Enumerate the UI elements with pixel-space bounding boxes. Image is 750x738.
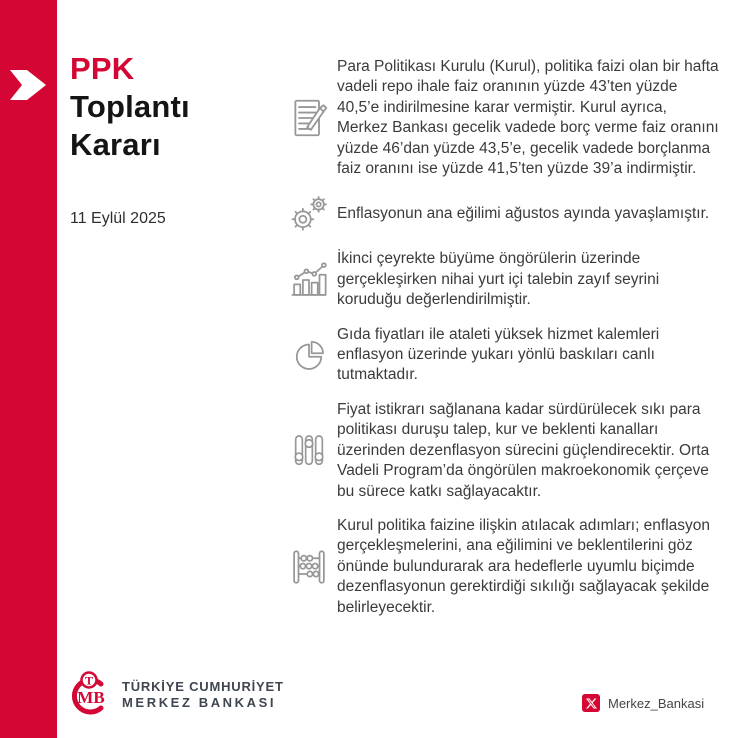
list-item bbox=[281, 516, 721, 618]
title-line3: Kararı bbox=[70, 127, 161, 162]
page-title bbox=[70, 50, 270, 164]
gears-icon bbox=[281, 193, 337, 235]
list-item bbox=[281, 57, 721, 179]
list-item bbox=[281, 400, 721, 502]
list-item bbox=[281, 325, 721, 386]
list-item-text: Kurul politika faizine ilişkin atılacak adımları; enflasyon gerçekleşmelerini, ana eğilimini ve beklentilerini göz önünde bulundurarak ara hedeflerle uyumlu biçimde dezenflasyonun gerektirdiği sıkılığı sağlayacak şekilde belirleyecektir. bbox=[337, 516, 711, 616]
document-pen-icon bbox=[281, 96, 337, 140]
social-handle[interactable]: Merkez_Bankasi bbox=[608, 695, 705, 711]
x-twitter-icon[interactable] bbox=[582, 694, 600, 712]
logo-wordmark bbox=[122, 679, 284, 711]
list-item bbox=[281, 249, 721, 310]
list-item-text: Enflasyonun ana eğilimi ağustos ayında yavaşlamıştır. bbox=[337, 205, 710, 223]
list-item bbox=[281, 193, 721, 235]
arrow-right-icon bbox=[10, 70, 46, 100]
tcmb-logo bbox=[65, 671, 284, 719]
tcmb-emblem-icon bbox=[65, 671, 113, 719]
title-line2: Toplantı bbox=[70, 89, 190, 124]
svg-text:T: T bbox=[84, 673, 94, 688]
abacus-icon bbox=[281, 546, 337, 588]
pie-chart-icon bbox=[281, 334, 337, 376]
logo-line1: TÜRKİYE CUMHURİYET bbox=[122, 679, 284, 694]
list-item-text: Para Politikası Kurulu (Kurul), politika faizi olan bir hafta vadeli repo ihale faiz oranının yüzde 43’ten yüzde 40,5’e indirilmesine karar vermiştir. Kurul ayrıca, Merkez Bankası gecelik vadede borç verme faiz oranını yüzde 46’dan yüzde 43,5’e, gecelik vadede borçlanma faiz oranını ise yüzde 41,5’ten yüzde 39’a indirmiştir. bbox=[337, 58, 719, 178]
list-item-text: Gıda fiyatları ile ataleti yüksek hizmet kalemleri enflasyon üzerinde yukarı yönlü baskıları canlı tutmaktadır. bbox=[337, 325, 660, 384]
list-item-text: Fiyat istikrarı sağlanana kadar sürdürülecek sıkı para politikası duruşu talep, kur ve beklenti kanalları üzerinden dezenflasyon sürecini güçlendirecektir. Orta Vadeli Program’da öngörülen makroekonomik çerçeve bu sürece katkı sağlayacaktır. bbox=[337, 400, 710, 500]
list-item-text: İkinci çeyrekte büyüme öngörülerin üzerinde gerçekleşirken nihai yurt içi talebin zayıf seyrini koruduğu değerlendirilmiştir. bbox=[337, 250, 660, 309]
left-accent-bar bbox=[0, 0, 57, 738]
title-accent: PPK bbox=[70, 51, 135, 86]
meeting-date: 11 Eylül 2025 bbox=[70, 210, 166, 227]
bar-chart-icon bbox=[281, 259, 337, 301]
svg-text:MB: MB bbox=[77, 688, 105, 707]
social-link[interactable] bbox=[582, 694, 704, 712]
sliders-icon bbox=[281, 429, 337, 473]
decision-list bbox=[281, 57, 721, 618]
logo-line2: MERKEZ BANKASI bbox=[122, 695, 277, 710]
